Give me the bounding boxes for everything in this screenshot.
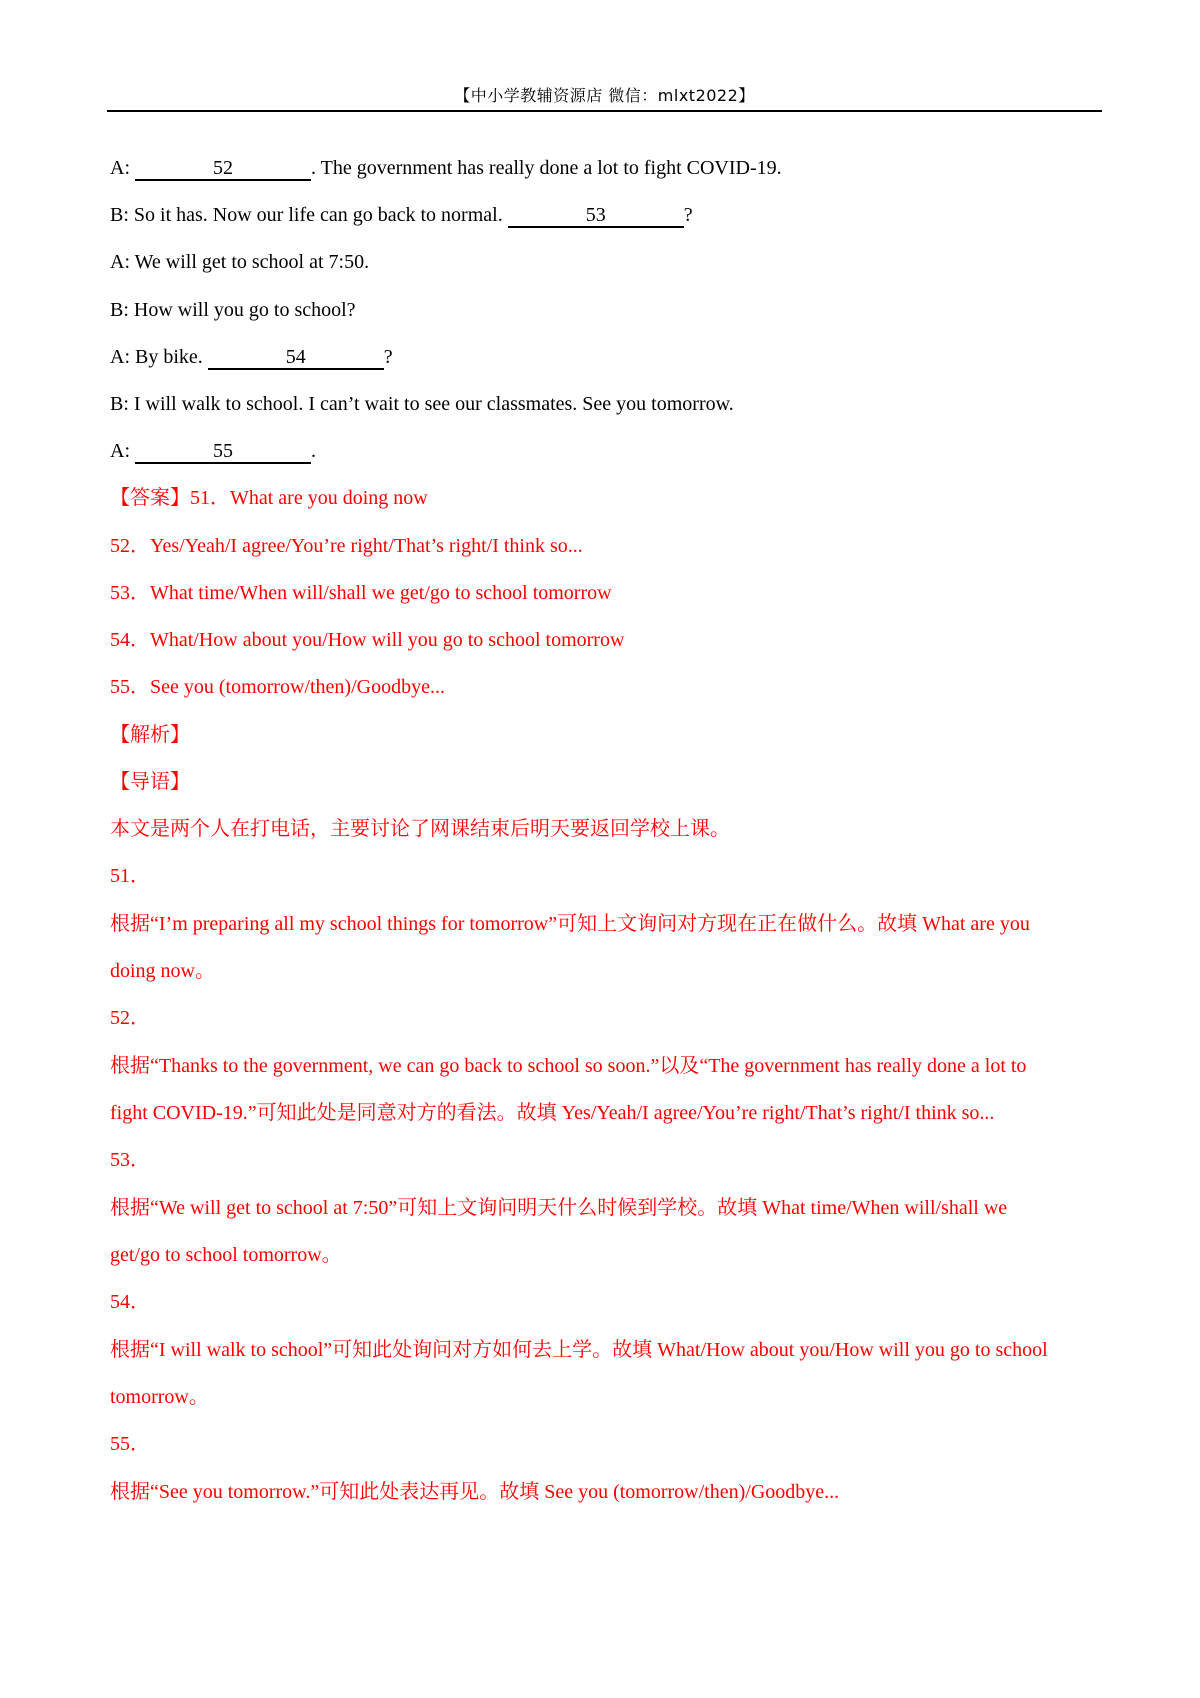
header-divider xyxy=(107,110,1102,112)
explanation-number-53: 53． xyxy=(110,1149,150,1171)
answer-55: 55．See you (tomorrow/then)/Goodbye... xyxy=(110,676,445,698)
intro-label: 【导语】 xyxy=(110,771,190,793)
explanation-number-52: 52． xyxy=(110,1007,150,1029)
answer-54: 54．What/How about you/How will you go to school tomorrow xyxy=(110,629,625,651)
dialogue-line: A: We will get to school at 7:50. xyxy=(110,251,370,273)
answer-51 xyxy=(110,485,428,511)
explanation-52-line2: fight COVID-19.”可知此处是同意对方的看法。故填 Yes/Yeah/I agree/You’re right/That’s right/I think so... xyxy=(110,1102,995,1124)
explanation-number-51: 51． xyxy=(110,865,150,887)
answer-52: 52．Yes/Yeah/I agree/You’re right/That’s right/I think so... xyxy=(110,535,583,557)
explanation-number-55: 55． xyxy=(110,1433,150,1455)
explanation-54-line1: 根据“I will walk to school”可知此处询问对方如何去上学。故填 What/How about you/How will you go to school xyxy=(110,1339,1048,1361)
dialogue-text: . xyxy=(311,440,316,462)
dialogue-text: B: So it has. Now our life can go back to normal. xyxy=(110,204,508,226)
dialogue-line: B: I will walk to school. I can’t wait to see our classmates. See you tomorrow. xyxy=(110,393,734,415)
answer-text: 51．What are you doing now xyxy=(190,487,428,509)
analysis-label: 【解析】 xyxy=(110,724,190,746)
blank-53: 53 xyxy=(508,205,684,228)
dialogue-text: ? xyxy=(383,346,393,368)
explanation-53-line2: get/go to school tomorrow。 xyxy=(110,1244,342,1266)
explanation-53-line1: 根据“We will get to school at 7:50”可知上文询问明天什么时候到学校。故填 What time/When will/shall we xyxy=(110,1197,1008,1219)
answer-53: 53．What time/When will/shall we get/go to school tomorrow xyxy=(110,582,612,604)
dialogue-speaker: A: xyxy=(110,440,135,462)
explanation-55-line1: 根据“See you tomorrow.”可知此处表达再见。故填 See you (tomorrow/then)/Goodbye... xyxy=(110,1481,840,1503)
dialogue-text: . The government has really done a lot to fight COVID-19. xyxy=(311,157,782,179)
blank-55: 55 xyxy=(135,441,311,464)
explanation-51-line1: 根据“I’m preparing all my school things for tomorrow”可知上文询问对方现在正在做什么。故填 What are you xyxy=(110,913,1030,935)
explanation-52-line1: 根据“Thanks to the government, we can go back to school so soon.”以及“The government has really done a lot to xyxy=(110,1055,1027,1077)
page-header: 【中小学教辅资源店 微信：mlxt2022】 xyxy=(454,86,755,105)
explanation-51-line2: doing now。 xyxy=(110,960,215,982)
blank-54: 54 xyxy=(208,347,384,370)
blank-52: 52 xyxy=(135,158,311,181)
intro-text: 本文是两个人在打电话，主要讨论了网课结束后明天要返回学校上课。 xyxy=(110,818,730,840)
explanation-54-line2: tomorrow。 xyxy=(110,1386,209,1408)
answer-label: 【答案】 xyxy=(110,487,190,509)
dialogue-text: ? xyxy=(683,204,693,226)
dialogue-line-54 xyxy=(110,344,393,370)
dialogue-line: B: How will you go to school? xyxy=(110,299,356,321)
dialogue-line-52 xyxy=(110,155,782,181)
dialogue-text: A: By bike. xyxy=(110,346,208,368)
dialogue-speaker: A: xyxy=(110,157,135,179)
explanation-number-54: 54． xyxy=(110,1291,150,1313)
dialogue-line-55 xyxy=(110,438,316,464)
dialogue-line-53 xyxy=(110,202,693,228)
